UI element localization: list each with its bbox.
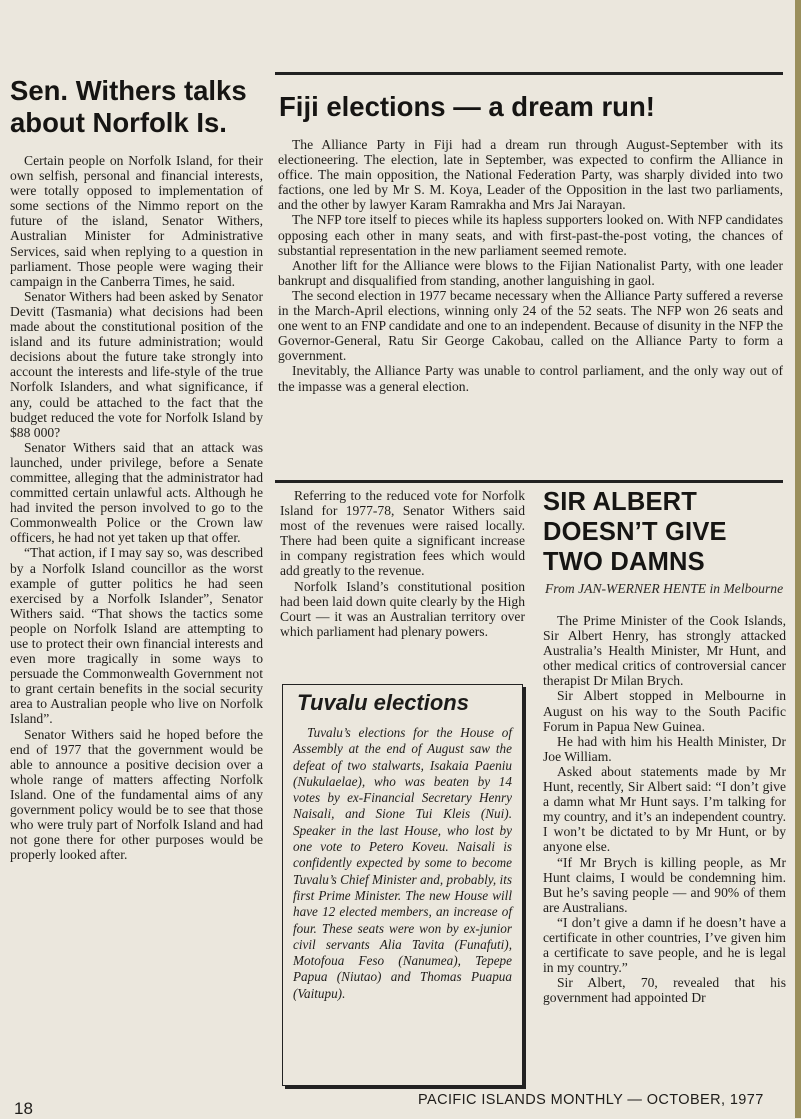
paragraph: Certain people on Norfolk Island, for their own selfish, personal and financial interests, were totally opposed to implementation of some sections of the Nimmo report on the future of the island, Senator Withers, Australian Minister for Administrative Services, said when replying to a question in parliament. Those people were waging their campaign in the Canberra Times, he said. bbox=[10, 153, 263, 289]
paragraph: Another lift for the Alliance were blows to the Fijian Nationalist Party, with one leader bankrupt and disqualified from standing, another languishing in gaol. bbox=[278, 257, 783, 288]
sir-albert-article-body bbox=[543, 613, 786, 1005]
norfolk-article-title: Sen. Withers talks about Norfolk Is. bbox=[10, 75, 247, 138]
fiji-article-body bbox=[275, 137, 783, 394]
norfolk-article-body bbox=[10, 153, 263, 862]
paragraph: Sir Albert, 70, revealed that his government had appointed Dr bbox=[543, 975, 786, 1006]
paragraph: He had with him his Health Minister, Dr Joe William. bbox=[543, 733, 786, 764]
paragraph: The Prime Minister of the Cook Islands, Sir Albert Henry, has strongly attacked Australia’s Health Minister, Mr Hunt, and other medical critics of controversial cancer therapist Dr Milan Brych. bbox=[543, 613, 786, 689]
paragraph: Asked about statements made by Mr Hunt, recently, Sir Albert said: “I don’t give a damn what Mr Hunt says. I’m talking for my country, and it’s an independent country. I won’t be dictated to by Mr Hunt, or by anyone else. bbox=[543, 763, 786, 855]
page-edge bbox=[795, 0, 801, 1118]
sir-albert-article-title: SIR ALBERT DOESN’T GIVE TWO DAMNS bbox=[543, 488, 727, 576]
tuvalu-box-body: Tuvalu’s elections for the House of Assembly at the end of August saw the defeat of two stalwarts, Isakaia Paeniu (Nukulaelae), who was beaten by 14 votes by ex-Financial Secretary Henry Naisali, and Sione Tui Kleis (Nui). Speaker in the last House, who lost by one vote to Petero Koveu. Naisali is confidently expected by some to become Tuvalu’s Chief Minister and, probably, its first Prime Minister. The new House will have 12 elected members, an increase of four. These seats were won by ex-junior civil servants Alia Tavita (Funafuti), Motofoua Feso (Nanumea), Tepepe Papua (Niutao) and Thomas Puapua (Vaitupu). bbox=[293, 725, 512, 1001]
sir-albert-article bbox=[543, 487, 786, 1087]
paragraph: Senator Withers said he hoped before the end of 1977 that the government would be able to announce a positive decision over a whole range of matters affecting Norfolk Island. One of the fundamental aims of any government policy would be to see that those who were truly part of Norfolk Island and had not gone there for other purposes would be properly looked after. bbox=[10, 726, 263, 863]
article-byline: From JAN-WERNER HENTE in Melbourne bbox=[545, 581, 784, 596]
fiji-article-title: Fiji elections — a dream run! bbox=[279, 91, 655, 122]
norfolk-article bbox=[10, 75, 263, 1105]
paragraph: The Alliance Party in Fiji had a dream run through August-September with its electioneering. The election, late in September, was expected to confirm the Alliance in office. The main opposition, the National Federation Party, was sharply divided into two factions, one led by Mr S. M. Koya, Leader of the Opposition in the last two parliaments, and the other by lawyer Karam Ramrakha and Mrs Jai Narayan. bbox=[278, 137, 783, 213]
tuvalu-box-title: Tuvalu elections bbox=[297, 690, 469, 715]
fiji-article bbox=[275, 72, 783, 478]
paragraph: “I don’t give a damn if he doesn’t have a certificate in other countries, I’ve given him a certificate to save people, and he is legal in my country.” bbox=[543, 914, 786, 976]
norfolk-continuation-body bbox=[280, 488, 525, 639]
top-rule bbox=[275, 72, 783, 75]
paragraph: The NFP tore itself to pieces while its hapless supporters looked on. With NFP candidates opposing each other in many seats, and with first-past-the-post voting, the chances of substantial representation in the new parliament seemed remote. bbox=[278, 212, 783, 258]
paragraph: Sir Albert stopped in Melbourne in August on his way to the South Pacific Forum in Papua New Guinea. bbox=[543, 688, 786, 734]
paragraph: The second election in 1977 became necessary when the Alliance Party suffered a reverse in the March-April elections, winning only 24 of the 52 seats. The NFP won 26 seats and one went to an FNP candidate and one to an independent. Because of disunity in the NFP the Governor-General, Ratu Sir George Cakobau, called on the Alliance Party to form a government. bbox=[278, 287, 783, 364]
paragraph: Norfolk Island’s constitutional position had been laid down quite clearly by the High Court — it was an Australian territory over which parliament had plenary powers. bbox=[280, 578, 525, 639]
paragraph: “That action, if I may say so, was described by a Norfolk Island councillor as the worst example of gutter politics he had seen exercised by a Norfolk Islander”, Senator Withers said. “That shows the tactics some people on Norfolk Island are attempting to use to protect their own financial interests and even more tragically in some ways to persuade the Commonwealth Government not to grant certain benefits in the social security area to Australian people who live on Norfolk Island”. bbox=[10, 545, 263, 727]
norfolk-article-continuation bbox=[280, 488, 525, 678]
tuvalu-sidebar-box bbox=[282, 684, 523, 1086]
paragraph: Senator Withers said that an attack was launched, under privilege, before a Senate committee, alleging that the administrator had committed certain unlawful acts. Although he had invited the person involved to go to the Commonwealth Police or the Crown law officers, he had not yet taken up that offer. bbox=[10, 439, 263, 546]
publication-footer: PACIFIC ISLANDS MONTHLY — OCTOBER, 1977 bbox=[418, 1092, 764, 1108]
paragraph: Referring to the reduced vote for Norfolk Island for 1977-78, Senator Withers said most of the revenues were raised locally. There had been quite a significant increase in company registration fees which would add greatly to the revenue. bbox=[280, 488, 525, 579]
paragraph: Inevitably, the Alliance Party was unable to control parliament, and the only way out of the impasse was a general election. bbox=[278, 363, 783, 394]
paragraph: Senator Withers had been asked by Senator Devitt (Tasmania) what decisions had been made about the constitutional position of the island and its future administration; would decisions about the future take strongly into account the interests and life-style of the true Norfolk Islanders, and what significance, if any, could be attached to the fact that the budget reduced the vote for Norfolk Island by $88 000? bbox=[10, 288, 263, 440]
page-number: 18 bbox=[14, 1099, 33, 1118]
paragraph: “If Mr Brych is killing people, as Mr Hunt claims, I would be condemning him. But he’s saving people — and 90% of them are Australians. bbox=[543, 854, 786, 915]
section-divider bbox=[275, 480, 783, 483]
